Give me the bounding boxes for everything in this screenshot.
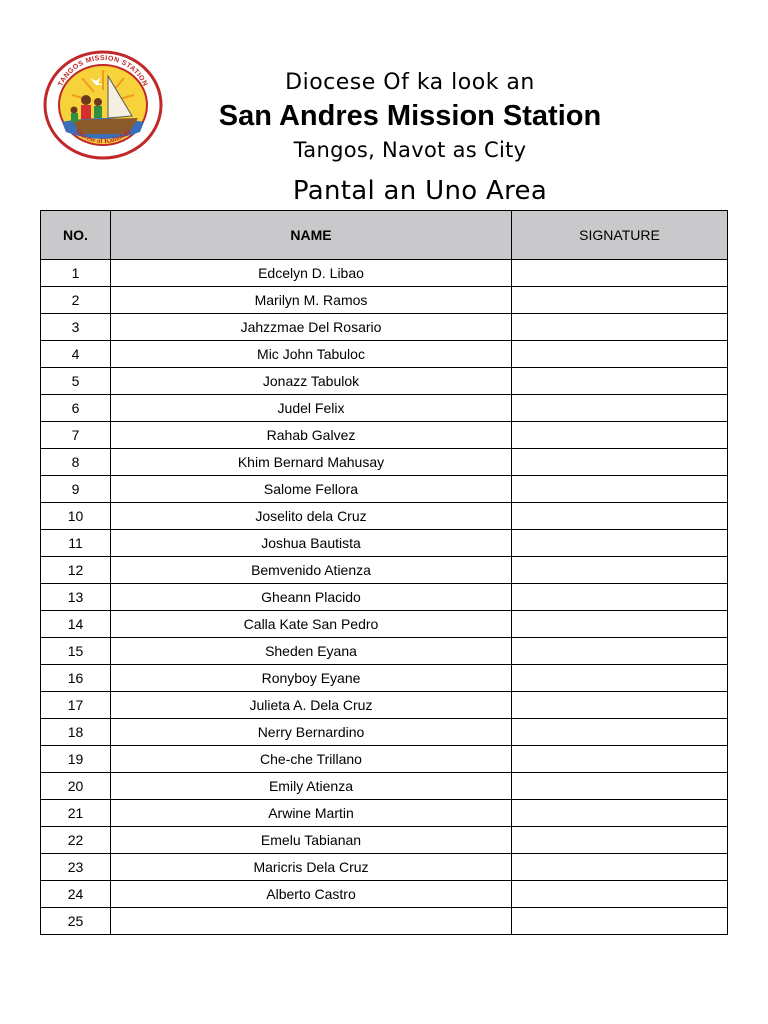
table-header-row — [41, 211, 728, 260]
row-number: 1 — [41, 260, 111, 287]
row-name: Nerry Bernardino — [111, 719, 512, 746]
row-name: Marilyn M. Ramos — [111, 287, 512, 314]
city-subtitle: Tangos, Navot as City — [293, 138, 527, 162]
table-row — [41, 800, 728, 827]
table-row — [41, 908, 728, 935]
row-number: 17 — [41, 692, 111, 719]
table-row — [41, 260, 728, 287]
table-row — [41, 449, 728, 476]
table-row — [41, 287, 728, 314]
row-signature-cell[interactable] — [512, 341, 728, 368]
area-title: Pantal an Uno Area — [292, 176, 548, 206]
row-number: 4 — [41, 341, 111, 368]
row-number: 15 — [41, 638, 111, 665]
row-signature-cell[interactable] — [512, 719, 728, 746]
row-number: 18 — [41, 719, 111, 746]
row-number: 16 — [41, 665, 111, 692]
row-signature-cell[interactable] — [512, 422, 728, 449]
row-number: 14 — [41, 611, 111, 638]
row-number: 24 — [41, 881, 111, 908]
row-name: Ronyboy Eyane — [111, 665, 512, 692]
table-row — [41, 746, 728, 773]
row-name: Che-che Trillano — [111, 746, 512, 773]
row-number: 7 — [41, 422, 111, 449]
row-signature-cell[interactable] — [512, 584, 728, 611]
table-row — [41, 341, 728, 368]
row-name: Bemvenido Atienza — [111, 557, 512, 584]
svg-text:TANGOS MISSION STATION: TANGOS MISSION STATION — [57, 54, 149, 88]
station-title: San Andres Mission Station — [218, 100, 602, 132]
row-signature-cell[interactable] — [512, 503, 728, 530]
mission-station-logo — [42, 50, 164, 160]
row-signature-cell[interactable] — [512, 908, 728, 935]
row-name: Jonazz Tabulok — [111, 368, 512, 395]
row-name: Judel Felix — [111, 395, 512, 422]
row-name: Edcelyn D. Libao — [111, 260, 512, 287]
row-name: Jahzzmae Del Rosario — [111, 314, 512, 341]
logo-emblem-icon — [42, 50, 164, 160]
table-row — [41, 368, 728, 395]
row-signature-cell[interactable] — [512, 800, 728, 827]
row-name: Calla Kate San Pedro — [111, 611, 512, 638]
row-signature-cell[interactable] — [512, 287, 728, 314]
row-name: Joshua Bautista — [111, 530, 512, 557]
table-row — [41, 638, 728, 665]
row-signature-cell[interactable] — [512, 476, 728, 503]
row-name — [111, 908, 512, 935]
table-row — [41, 827, 728, 854]
row-name: Emily Atienza — [111, 773, 512, 800]
row-number: 2 — [41, 287, 111, 314]
row-number: 10 — [41, 503, 111, 530]
row-name: Alberto Castro — [111, 881, 512, 908]
row-number: 22 — [41, 827, 111, 854]
row-name: Mic John Tabuloc — [111, 341, 512, 368]
column-header-no: NO. — [41, 211, 111, 260]
row-signature-cell[interactable] — [512, 773, 728, 800]
row-number: 19 — [41, 746, 111, 773]
row-signature-cell[interactable] — [512, 530, 728, 557]
row-name: Maricris Dela Cruz — [111, 854, 512, 881]
row-number: 12 — [41, 557, 111, 584]
attendance-table — [40, 210, 728, 935]
row-signature-cell[interactable] — [512, 611, 728, 638]
column-header-name: NAME — [111, 211, 512, 260]
row-number: 5 — [41, 368, 111, 395]
row-number: 8 — [41, 449, 111, 476]
table-body — [41, 260, 728, 935]
row-name: Julieta A. Dela Cruz — [111, 692, 512, 719]
row-number: 9 — [41, 476, 111, 503]
row-signature-cell[interactable] — [512, 395, 728, 422]
row-signature-cell[interactable] — [512, 557, 728, 584]
row-signature-cell[interactable] — [512, 260, 728, 287]
table-row — [41, 557, 728, 584]
row-number: 23 — [41, 854, 111, 881]
row-signature-cell[interactable] — [512, 368, 728, 395]
row-name: Rahab Galvez — [111, 422, 512, 449]
table-row — [41, 611, 728, 638]
table-row — [41, 773, 728, 800]
table-row — [41, 665, 728, 692]
table-row — [41, 584, 728, 611]
row-name: Gheann Placido — [111, 584, 512, 611]
row-number: 11 — [41, 530, 111, 557]
table-row — [41, 881, 728, 908]
row-signature-cell[interactable] — [512, 638, 728, 665]
row-name: Arwine Martin — [111, 800, 512, 827]
column-header-signature: SIGNATURE — [512, 211, 728, 260]
table-row — [41, 692, 728, 719]
row-number: 21 — [41, 800, 111, 827]
row-signature-cell[interactable] — [512, 665, 728, 692]
table-row — [41, 530, 728, 557]
row-signature-cell[interactable] — [512, 881, 728, 908]
svg-text:Diocese of Kalookan: Diocese of Kalookan — [73, 127, 133, 146]
row-signature-cell[interactable] — [512, 827, 728, 854]
table-row — [41, 719, 728, 746]
row-name: Salome Fellora — [111, 476, 512, 503]
row-name: Khim Bernard Mahusay — [111, 449, 512, 476]
row-signature-cell[interactable] — [512, 692, 728, 719]
row-number: 13 — [41, 584, 111, 611]
table-row — [41, 422, 728, 449]
row-number: 6 — [41, 395, 111, 422]
row-name: Sheden Eyana — [111, 638, 512, 665]
row-signature-cell[interactable] — [512, 746, 728, 773]
row-number: 25 — [41, 908, 111, 935]
row-signature-cell[interactable] — [512, 854, 728, 881]
table-row — [41, 395, 728, 422]
table-row — [41, 503, 728, 530]
row-name: Emelu Tabianan — [111, 827, 512, 854]
diocese-heading: Diocese Of ka look an — [285, 70, 535, 95]
row-number: 3 — [41, 314, 111, 341]
row-signature-cell[interactable] — [512, 449, 728, 476]
row-name: Joselito dela Cruz — [111, 503, 512, 530]
row-signature-cell[interactable] — [512, 314, 728, 341]
table-row — [41, 314, 728, 341]
table-row — [41, 854, 728, 881]
table-row — [41, 476, 728, 503]
row-number: 20 — [41, 773, 111, 800]
